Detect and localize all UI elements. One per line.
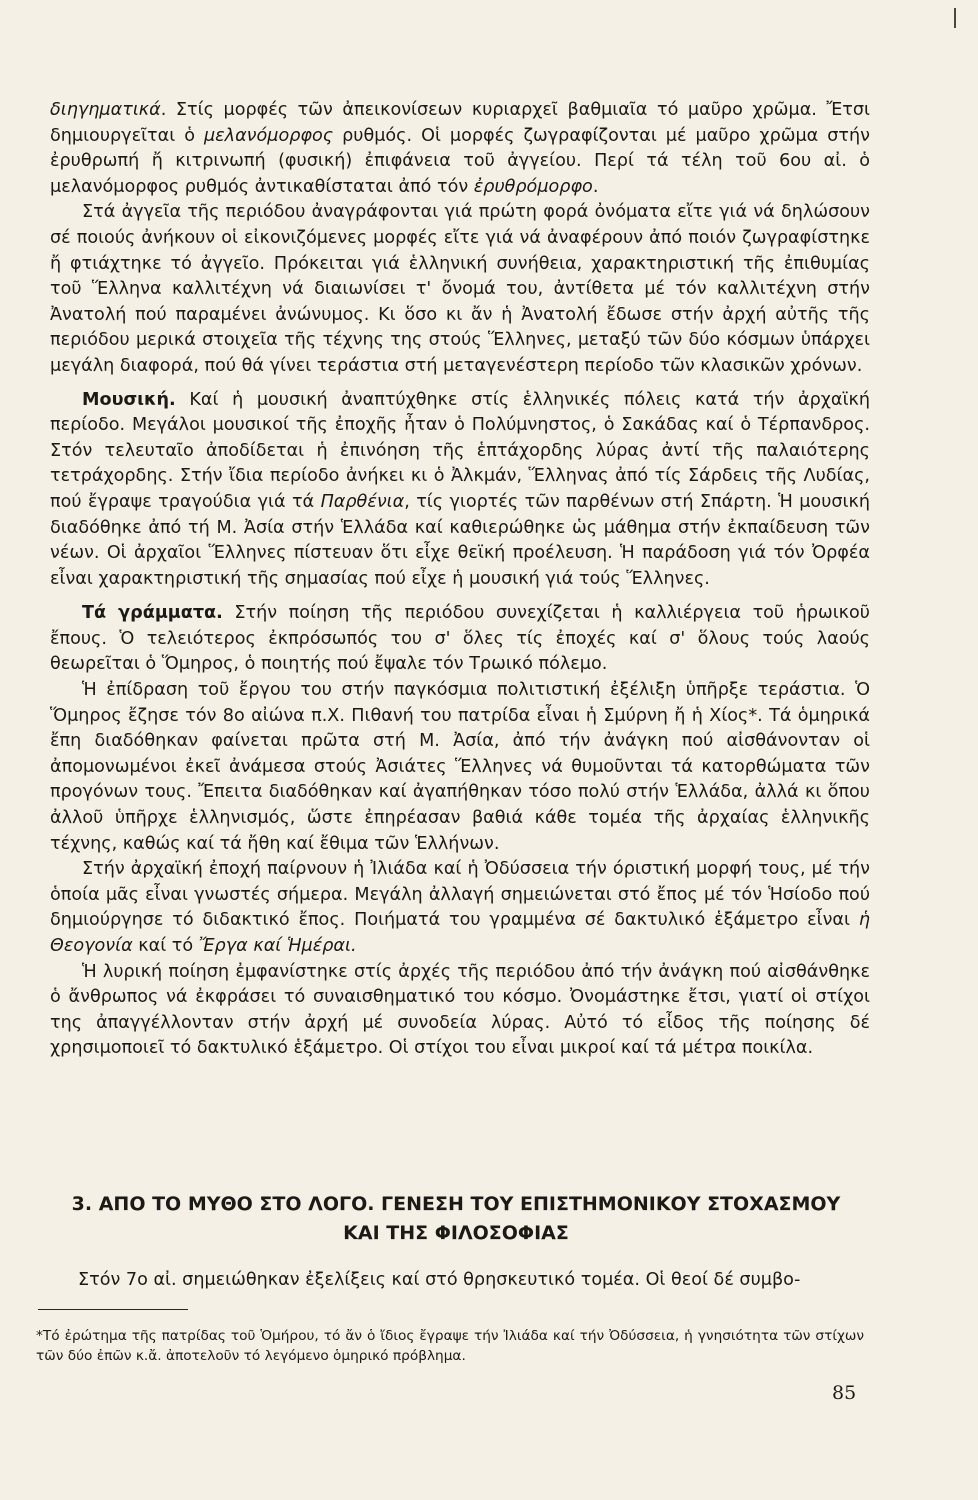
section-heading-line-1: 3. ΑΠΟ ΤΟ ΜΥΘΟ ΣΤΟ ΛΟΓΟ. ΓΕΝΕΣΗ ΤΟΥ ΕΠΙΣΤΗΜΟΝΙΚΟΥ ΣΤΟΧΑΣΜΟΥ [71,1193,841,1215]
italic-text: μελανόμορφος [203,125,334,146]
italic-text: διηγηματικά [50,100,161,120]
text-run: ρυθμός. Οἱ μορφές ζωγραφίζονται μέ μαῦρο χρῶμα στήν ἐρυθρωπή ἤ κιτρινωπή (φυσική) ἐπιφάνεια τοῦ ἀγγείου. Περί τά τέλη τοῦ 6ου αἰ. ὁ μελανόμορφος ρυθμός ἀντικαθίσταται ἀπό τόν [50,125,870,197]
paragraph-p0 [50,98,870,200]
paragraph-heading: Τά γράμματα. [82,603,223,624]
paragraph-p6 [50,960,870,1062]
text-run: Στά ἀγγεῖα τῆς περιόδου ἀναγράφονται γιά πρώτη φορά ὀνόματα εἴτε γιά νά δηλώσουν σέ ποιούς ἀνήκουν οἱ εἰκονιζόμενες μορφές εἴτε γιά νά ἀναφέρουν ἀπό ποιόν ζωγραφίστηκε ἤ φτιάχτηκε τό ἀγγεῖο. Πρόκειται γιά ἑλληνική συνήθεια, χαρακτηριστική τῆς ἐπιθυμίας τοῦ Ἕλληνα καλλιτέχνη νά διαιωνίσει τ' ὄνομά του, ἀντίθετα μέ τόν καλλιτέχνη στήν Ἀνατολή πού παραμένει ἀνώνυμος. Κι ὅσο κι ἄν ἡ Ἀνατολή ἔδωσε στήν ἀρχή αὐτῆς τῆς περιόδου μερικά στοιχεῖα τῆς τέχνης της στούς Ἕλληνες, μεταξύ τῶν δύο κόσμων ὑπάρχει μεγάλη διαφορά, πού θά γίνει τεράστια στή μεταγενέστερη περίοδο τῶν κλασικῶν χρόνων. [50,202,870,376]
text-run: Καί ἡ μουσική ἀναπτύχθηκε στίς ἑλληνικές πόλεις κατά τήν ἀρχαϊκή περίοδο. Μεγάλοι μουσικοί τῆς ἐποχῆς ἦταν ὁ Πολύμνηστος, ὁ Σακάδας καί ὁ Τέρπανδρος. Στόν τελευταῖο ἀποδίδεται ἡ ἐπινόηση τῆς ἑπτάχορδης λύρας ἀντί τῆς παλαιότερης τετράχορδης. Στήν ἴδια περίοδο ἀνήκει κι ὁ Ἀλκμάν, Ἕλληνας ἀπό τίς Σάρδεις τῆς Λυδίας, πού ἔγραψε τραγούδια γιά τά [50,389,870,512]
body-text [50,98,870,1062]
footnote: *Τό ἐρώτημα τῆς πατρίδας τοῦ Ὁμήρου, τό ἄν ὁ ἴδιος ἔγραψε τήν Ἰλιάδα καί τήν Ὀδύσσεια, ἡ γνησιότητα τῶν στίχων τῶν δύο ἐπῶν κ.ἄ. ἀποτελοῦν τό λεγόμενο ὁμηρικό πρόβλημα. [36,1328,864,1364]
footnote-divider [38,1309,188,1310]
text-run: Στήν ἀρχαϊκή ἐποχή παίρνουν ἡ Ἰλιάδα καί ἡ Ὀδύσσεια τήν όριστική μορφή τους, μέ τήν ὁποία μᾶς εἶναι γνωστές σήμερα. Μεγάλη ἀλλαγή σημειώνεται στό ἔπος μέ τόν Ἡσίοδο πού δημιούργησε τό διδακτικό ἔπος. Ποιήματά του γραμμένα σέ δακτυλικό ἑξάμετρο εἶναι [50,859,870,931]
italic-text: Ἔργα καί Ἡμέραι. [198,936,357,956]
text-run: Ἡ λυρική ποίηση ἐμφανίστηκε στίς ἀρχές τῆς περιόδου ἀπό τήν ἀνάγκη πού αἰσθάνθηκε ὁ ἄνθρωπος νά ἐκφράσει τό συναισθηματικό του κόσμο. Ὀνομάστηκε ἔτσι, γιατί οἱ στίχοι της ἀπαγγέλλονταν στήν ἀρχή μέ συνοδεία λύρας. Αὐτό τό εἶδος τῆς ποίησης δέ χρησιμοποιεῖ τό δακτυλικό ἑξάμετρο. Οἱ στίχοι του εἶναι μικροί καί τά μέτρα ποικίλα. [50,961,870,1059]
corner-mark [954,8,956,28]
text-run: . [592,176,599,197]
section-heading-line-2: ΚΑΙ ΤΗΣ ΦΙΛΟΣΟΦΙΑΣ [343,1222,569,1244]
paragraph-p1 [50,200,870,379]
paragraph-heading: Μουσική. [82,389,176,410]
page-number: 85 [832,1382,857,1404]
text-run: Ἡ ἐπίδραση τοῦ ἔργου του στήν παγκόσμια πολιτιστική ἐξέλιξη ὑπῆρξε τεράστια. Ὁ Ὅμηρος ἔζησε τόν 8ο αἰώνα π.Χ. Πιθανή του πατρίδα εἶναι ἡ Σμύρνη ἤ ἡ Χίος*. Τά ὁμηρικά ἔπη διαδόθηκαν φαίνεται πρῶτα στή Μ. Ἀσία, ἀπό τήν ἀνάγκη πού αἰσθάνονταν οἱ ἀπομονωμένοι ἐκεῖ ἀνάμεσα στούς Ἀσιάτες Ἕλληνες νά θυμοῦνται τά κατορθώματα τῶν προγόνων τους. Ἔπειτα διαδόθηκαν καί ἀγαπήθηκαν τόσο πολύ στήν Ἑλλάδα, ἀλλά κι ὅπου ἀλλοῦ ὑπῆρχε ἑλληνισμός, ὥστε ἐπηρέασαν βαθιά κάθε τομέα τῆς ἀρχαίας ἑλληνικῆς τέχνης, καθώς καί τά ἤθη καί ἔθιμα τῶν Ἑλλήνων. [50,680,870,854]
text-run: Στήν ποίηση τῆς περιόδου συνεχίζεται ἡ καλλιέργεια τοῦ ἡρωικοῦ ἔπους. Ὁ τελειότερος ἐκπρόσωπός του σ' ὅλες τίς ἐποχές καί σ' ὅλους τούς λαούς θεωρεῖται ὁ Ὅμηρος, ὁ ποιητής πού ἔψαλε τόν Τρωικό πόλεμο. [50,603,870,675]
italic-text: Παρθένια [320,491,405,512]
paragraph-p3 [50,601,870,678]
text-run: καί τό [132,936,199,956]
paragraph-p2 [50,388,870,593]
paragraph-p5 [50,857,870,959]
text-run: . Στίς μορφές τῶν ἀπεικονίσεων κυριαρχεῖ βαθμιαῖα τό μαῦρο χρῶμα. Ἔτσι δημιουργεῖται ὁ [50,100,870,146]
section-heading [36,1190,876,1248]
italic-text: ἐρυθρόμορφο [473,176,593,197]
paragraph-p4 [50,678,870,857]
section-first-paragraph: Στόν 7ο αἰ. σημειώθηκαν ἐξελίξεις καί στό θρησκευτικό τομέα. Οἱ θεοί δέ συμβο- [78,1270,801,1290]
italic-text: ἡ Θεογονία [50,910,870,956]
text-run: , τίς γιορτές τῶν παρθένων στή Σπάρτη. Ἡ μουσική διαδόθηκε ἀπό τή Μ. Ἀσία στήν Ἑλλάδα καί καθιερώθηκε ὡς μάθημα στήν ἐκπαίδευση τῶν νέων. Οἱ ἀρχαῖοι Ἕλληνες πίστευαν ὅτι εἶχε θεϊκή προέλευση. Ἡ παράδοση γιά τόν Ὀρφέα εἶναι χαρακτηριστική τῆς σημασίας πού εἶχε ἡ μουσική γιά τούς Ἕλληνες. [50,491,870,589]
